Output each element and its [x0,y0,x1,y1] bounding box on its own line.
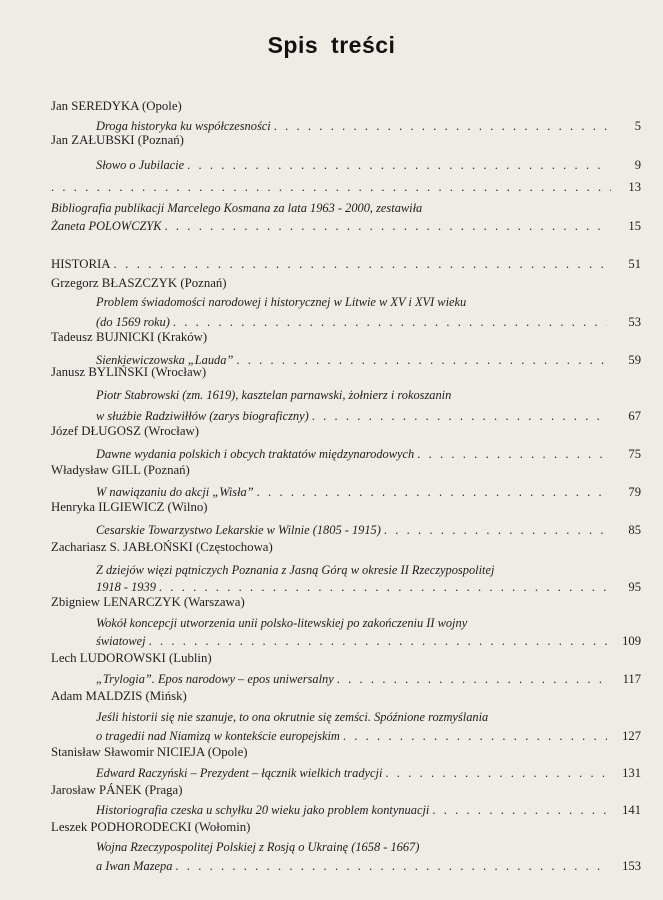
entry-title-text: 1918 - 1939 [96,580,156,594]
entry-title-text: Piotr Stabrowski (zm. 1619), kasztelan parnawski, żołnierz i rokoszanin [96,388,452,402]
page-number: 153 [622,859,641,873]
entry-title-line [96,155,611,175]
entry-author: Stanisław Sławomir NICIEJA (Opole) [51,745,248,759]
entry-title-line [51,198,611,218]
entry-title-text: Dawne wydania polskich i obcych traktatów międzynarodowych [96,447,415,461]
entry-title-line [51,216,611,236]
entry-title-text: Wokół koncepcji utworzenia unii polsko-litewskiej po zakończeniu II wojny [96,616,468,630]
entry-title-text: (do 1569 roku) [96,315,170,329]
page-number: 131 [622,766,641,780]
entry-author: Zachariasz S. JABŁOŃSKI (Częstochowa) [51,540,273,554]
leader-dots [165,216,607,236]
entry-title-text: „Trylogia”. Epos narodowy – epos uniwersalny [96,672,334,686]
entry-title-leader [51,216,611,236]
page-number: 51 [628,257,641,271]
page-number: 127 [622,729,641,743]
page-title: Spis treści [267,32,396,58]
section-heading-text: HISTORIA [51,257,111,271]
entry-title-text: światowej [96,634,146,648]
entry-author: Władysław GILL (Poznań) [51,463,190,477]
entry-author: Lech LUDOROWSKI (Lublin) [51,651,212,665]
entry-author: Janusz BYLIŃSKI (Wrocław) [51,365,207,379]
entry-title-text: Cesarskie Towarzystwo Lekarskie w Wilnie (1805 - 1915) [96,523,381,537]
entry-author: Jan SEREDYKA (Opole) [51,99,182,113]
leader-dots [175,856,607,876]
entry-title-text: Edward Raczyński – Prezydent – łącznik wielkich tradycji [96,766,383,780]
leader-dots [187,155,607,175]
page-number: 79 [628,485,641,499]
entry-author: Józef DŁUGOSZ (Wrocław) [51,424,200,438]
page-number: 67 [628,409,641,423]
entry-title-text: W nawiązaniu do akcji „Wisła” [96,485,254,499]
entry-title-text: Sienkiewiczowska „Lauda” [96,353,234,367]
entry-title-text: Bibliografia publikacji Marcelego Kosmana za lata 1963 - 2000, zestawiła [51,201,423,215]
section-heading [51,254,611,274]
entry-title-text: Z dziejów więzi pątniczych Poznania z Jasną Górą w okresie II Rzeczypospolitej [96,563,495,577]
entry-title-text: o tragedii nad Niamizą w kontekście europejskim [96,729,340,743]
entry-author: Zbigniew LENARCZYK (Warszawa) [51,595,245,609]
entry-author: Grzegorz BŁASZCZYK (Poznań) [51,276,227,290]
entry-author: Jan ZAŁUBSKI (Poznań) [51,133,184,147]
entry-author: Jarosław PÁNEK (Praga) [51,783,183,797]
entry-author: Tadeusz BUJNICKI (Kraków) [51,330,208,344]
page-number: 53 [628,315,641,329]
entry-title-line [96,385,611,405]
page-number: 109 [622,634,641,648]
entry-title-text: Słowo o Jubilacie [96,158,185,172]
entry-title-line [96,292,611,312]
page-number: 117 [622,672,641,686]
entry-title-line [96,613,611,633]
leader-dots [51,177,611,197]
entry-title-text: w służbie Radziwiłłów (zarys biograficzny) [96,409,309,423]
section-heading-leader [51,254,611,274]
entry-title-text: Żaneta POLOWCZYK [51,219,162,233]
entry-author: Henryka ILGIEWICZ (Wilno) [51,500,208,514]
entry-title-line [96,707,611,727]
page-number: 13 [628,180,641,194]
page-number: 15 [628,219,641,233]
page-number: 75 [628,447,641,461]
page-number: 141 [622,803,641,817]
page-number: 9 [634,158,641,172]
entry-title-text: Jeśli historii się nie szanuje, to ona okrutnie się zemści. Spóźnione rozmyślania [96,710,489,724]
entry-title-text: Problem świadomości narodowej i historycznej w Litwie w XV i XVI wieku [96,295,467,309]
entry-author: Adam MALDZIS (Mińsk) [51,689,187,703]
entry-title-leader [96,155,611,175]
entry-title-text: Droga historyka ku współczesności [96,119,271,133]
page-number: 95 [628,580,641,594]
entry-author: Leszek PODHORODECKI (Wołomin) [51,820,251,834]
entry-title-text: Historiografia czeska u schyłku 20 wieku jako problem kontynuacji [96,803,430,817]
entry-title-text: Wojna Rzeczypospolitej Polskiej z Rosją o Ukrainę (1658 - 1667) [96,840,420,854]
page-number: 59 [628,353,641,367]
leader-dots [114,254,608,274]
page-number: 5 [634,119,641,133]
entry-title-text: a Iwan Mazepa [96,859,173,873]
entry-title-leader [96,856,611,876]
entry-title-line [96,837,611,857]
page-number: 85 [628,523,641,537]
entry-title-line [96,856,611,876]
